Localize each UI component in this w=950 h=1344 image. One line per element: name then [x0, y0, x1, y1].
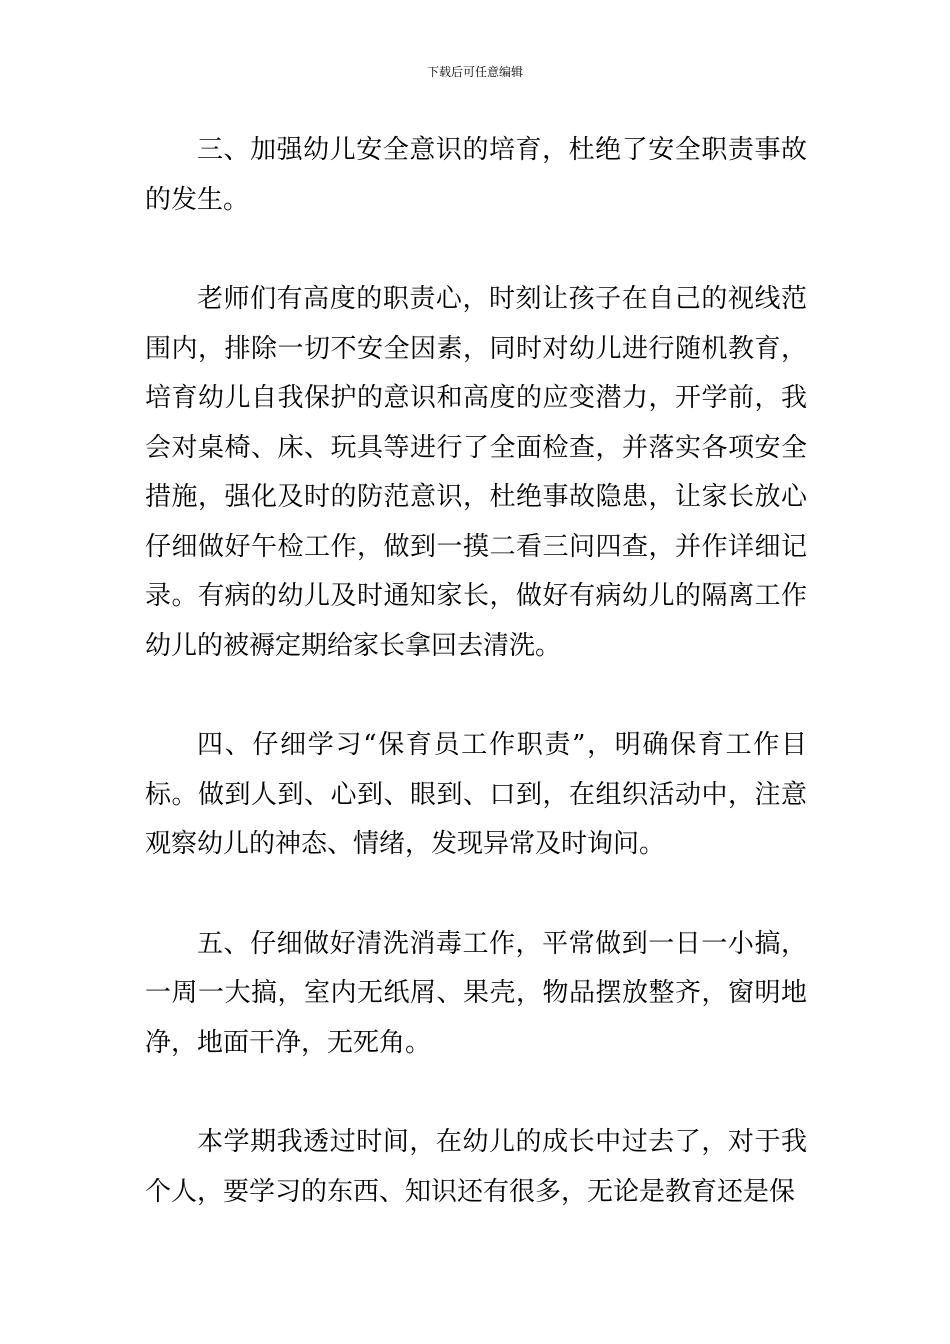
- paragraph-duties-study: 四、仔细学习“保育员工作职责”，明确保育工作目标。做到人到、心到、眼到、口到，在组织活动中，注意观察幼儿的神态、情绪，发现异常及时询问。: [145, 730, 807, 859]
- paragraph-teacher-responsibility: 老师们有高度的职责心，时刻让孩子在自己的视线范围内，排除一切不安全因素，同时对幼儿进行随机教育，培育幼儿自我保护的意识和高度的应变潜力，开学前，我会对桌椅、床、玩具等进行了全面检查，并落实各项安全措施，强化及时的防范意识，杜绝事故隐患，让家长放心仔细做好午检工作，做到一摸二看三问四查，并作详细记录。有病的幼儿及时通知家长，做好有病幼儿的隔离工作幼儿的被褥定期给家长拿回去清洗。: [145, 284, 807, 661]
- paragraph-gap: [145, 870, 807, 920]
- document-body: [145, 126, 807, 1217]
- paragraph-gap: [145, 671, 807, 721]
- paragraph-cleaning-disinfection: 五、仔细做好清洗消毒工作，平常做到一日一小搞，一周一大搞，室内无纸屑、果壳，物品摆放整齐，窗明地净，地面干净，无死角。: [145, 928, 807, 1058]
- paragraph-safety-awareness: 三、加强幼儿安全意识的培育，杜绝了安全职责事故的发生。: [145, 135, 807, 215]
- paragraph-semester-summary: 本学期我透过时间，在幼儿的成长中过去了，对于我个人，要学习的东西、知识还有很多，无论是教育还是保: [145, 1127, 807, 1207]
- paragraph-gap: [145, 225, 807, 275]
- page-header: 下载后可任意编辑: [426, 65, 523, 79]
- paragraph-gap: [145, 1068, 807, 1118]
